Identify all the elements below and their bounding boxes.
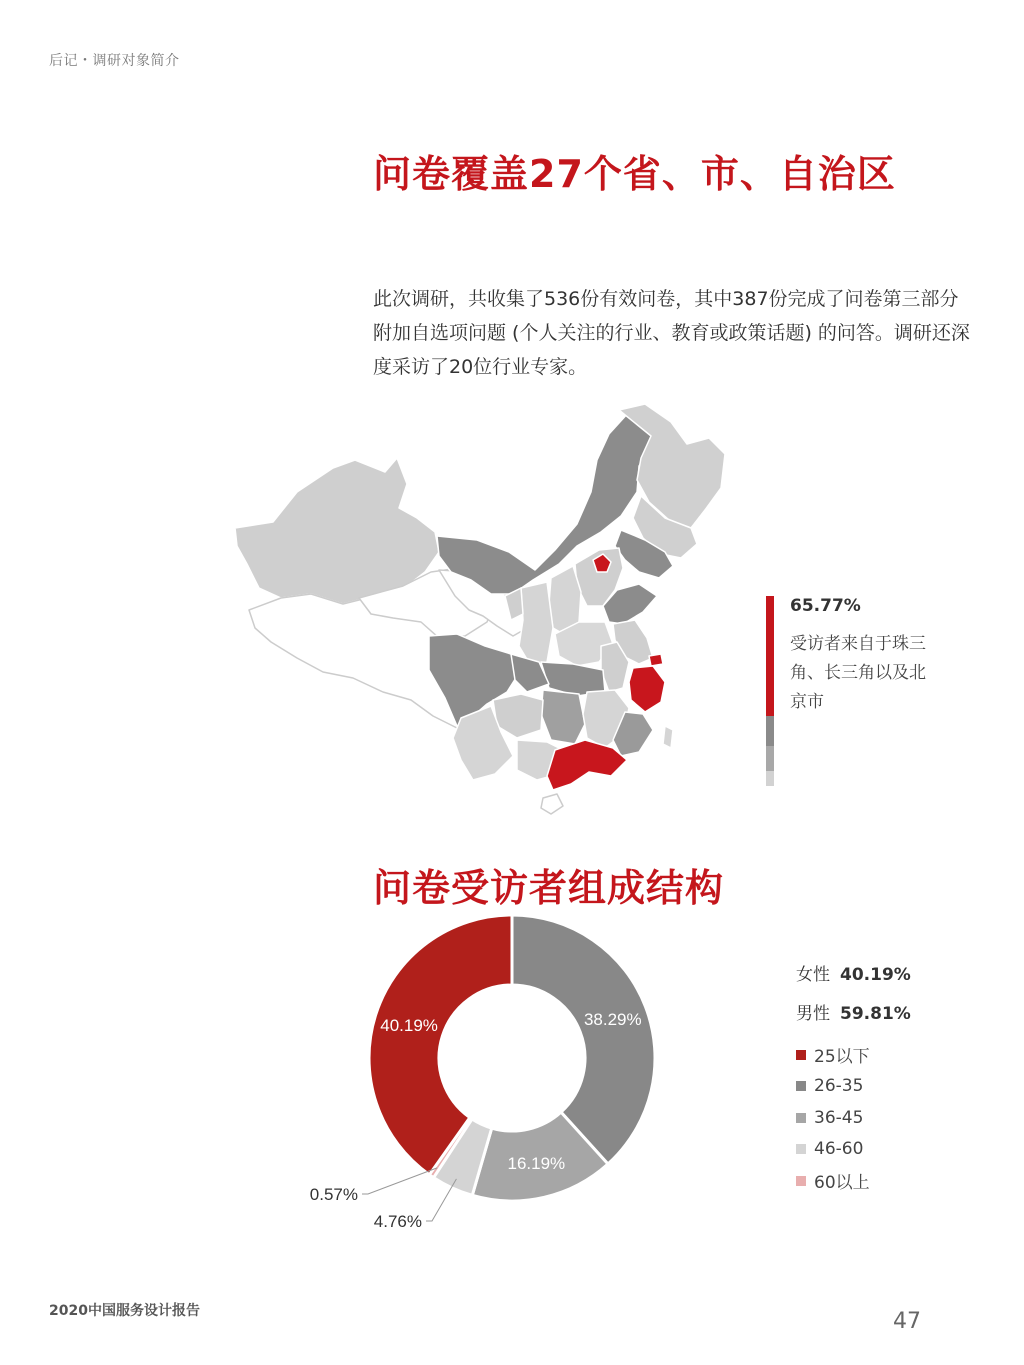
- map-stat-percent: 65.77%: [790, 596, 861, 616]
- map-region-shanghai: [649, 654, 663, 666]
- donut-data-label: 0.57%: [309, 1185, 358, 1204]
- map-stat-description: 受访者来自于珠三角、长三角以及北京市: [790, 634, 926, 712]
- map-region-taiwan: [663, 726, 673, 748]
- legend-label: 36-45: [814, 1107, 864, 1128]
- map-region-zhejiang: [629, 666, 665, 712]
- age-donut-chart: [290, 915, 710, 1245]
- age-legend: [796, 1039, 870, 1197]
- legend-item: [796, 1165, 870, 1197]
- page-number: 47: [893, 1309, 921, 1334]
- section-title-composition: 问卷受访者组成结构: [373, 866, 725, 910]
- map-region-shaanxi: [519, 582, 553, 666]
- legend-swatch: [796, 1050, 806, 1060]
- legend-swatch: [796, 1113, 806, 1123]
- map-stat-bar: [766, 596, 774, 786]
- legend-item: [796, 1134, 870, 1166]
- legend-label: 25以下: [814, 1047, 870, 1068]
- gender-female-label: 女性: [796, 965, 830, 985]
- legend-item: [796, 1039, 870, 1071]
- donut-leader-line: [362, 1168, 437, 1194]
- legend-label: 46-60: [814, 1139, 864, 1160]
- legend-item: [796, 1071, 870, 1103]
- intro-paragraph: 此次调研，共收集了536份有效问卷，其中387份完成了问卷第三部分附加自选项问题 (个人关注的行业、教育或政策话题) 的问答。调研还深度采访了20位行业专家。: [373, 288, 970, 378]
- gender-male-label: 男性: [796, 1004, 830, 1024]
- legend-label: 26-35: [814, 1076, 864, 1097]
- donut-data-label: 38.29%: [583, 1010, 642, 1030]
- map-region-hunan: [541, 690, 585, 744]
- legend-swatch: [796, 1081, 806, 1091]
- breadcrumb: 后记・调研对象简介: [49, 53, 180, 69]
- legend-swatch: [796, 1144, 806, 1154]
- gender-male-value: 59.81%: [840, 1004, 911, 1024]
- china-map: [225, 400, 735, 820]
- footer-report-title: 2020中国服务设计报告: [49, 1303, 200, 1319]
- section-title-coverage: 问卷覆盖27个省、市、自治区: [373, 152, 896, 196]
- donut-data-label: 4.76%: [373, 1212, 422, 1231]
- donut-data-label: 16.19%: [507, 1154, 566, 1174]
- legend-swatch: [796, 1176, 806, 1186]
- map-region-inner-mongolia: [437, 408, 663, 594]
- legend-item: [796, 1102, 870, 1134]
- donut-data-label: 40.19%: [380, 1016, 438, 1036]
- gender-female-value: 40.19%: [840, 965, 911, 985]
- gender-male: [796, 999, 911, 1024]
- gender-female: [796, 960, 911, 985]
- legend-label: 60以上: [814, 1173, 870, 1194]
- map-region-xinjiang: [235, 458, 439, 604]
- map-region-hainan: [541, 794, 563, 814]
